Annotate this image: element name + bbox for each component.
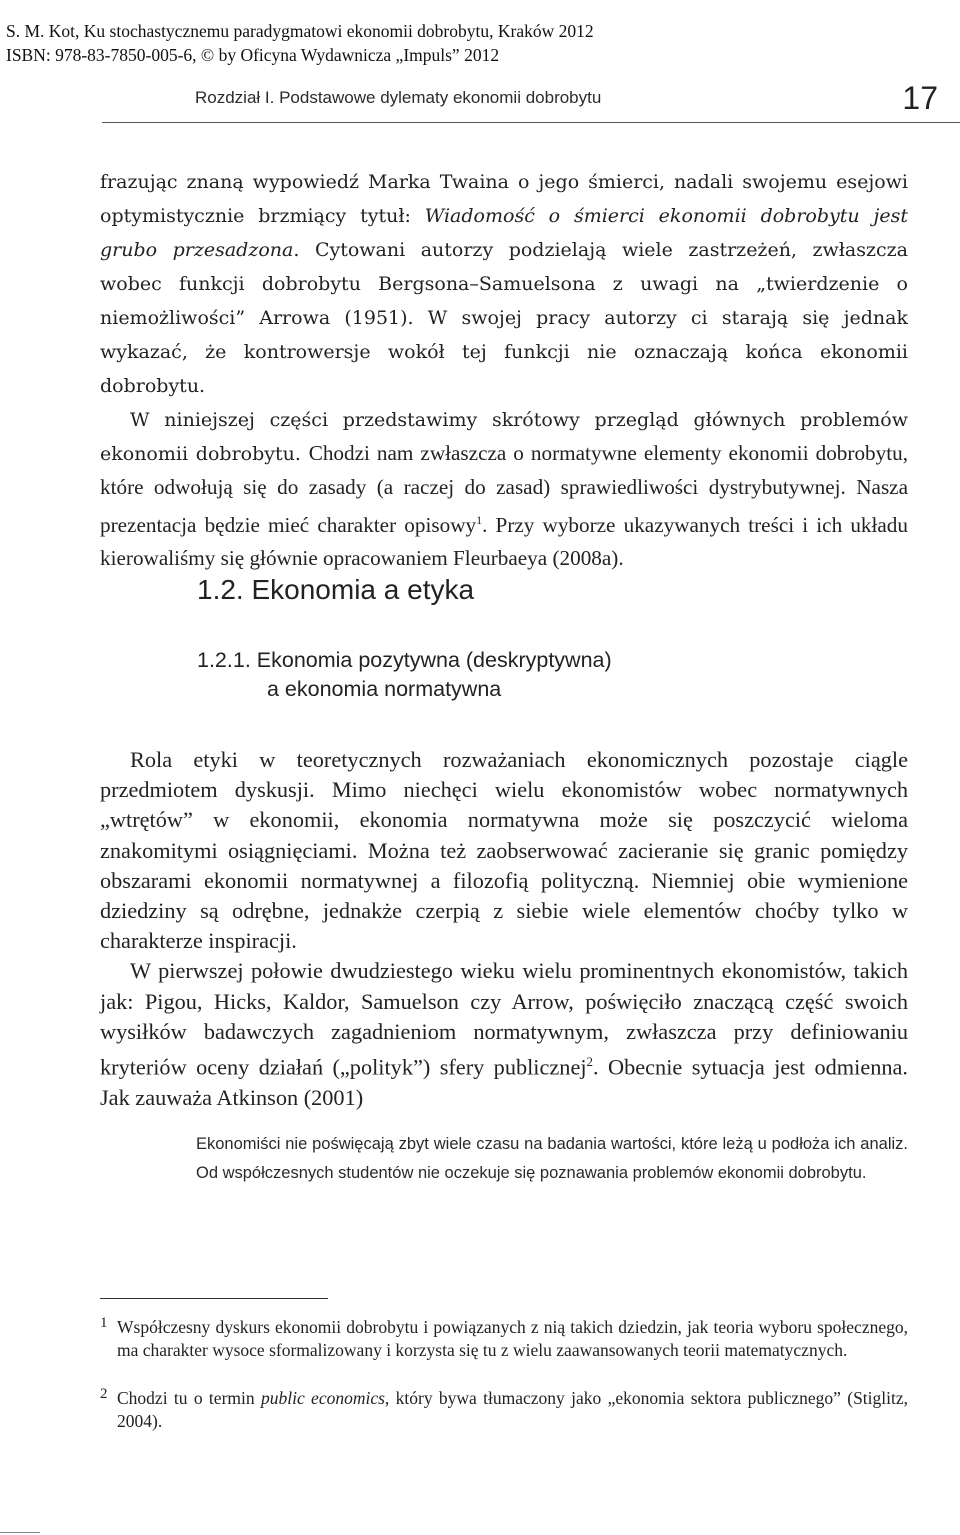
italic-title: Wiadomość o śmierci ekonomii dobrobytu jest grubo przesadzona [100,205,908,261]
isbn-line: ISBN: 978-83-7850-005-6, © by Oficyna Wydawnicza „Impuls” 2012 [6,45,500,65]
text-run: Chodzi nam zwłaszcza o normatywne elementy ekonomii dobrobytu, które odwołują się do zasady (a raczej do zasad) sprawiedliwości dystrybutywnej. Nasza prezentacja będzie mieć charakter opisowy [100,441,909,538]
footnote-text: Współczesny dyskurs ekonomii dobrobytu i powiązanych z nią takich dziedzin, jak teoria wyboru społecznego, ma charakter wysoce sformalizowany i korzysta się tu z wielu zaawansowanych teorii matematycznych. [117,1317,908,1360]
footnote-text [117,1387,908,1433]
text-run: . Przy wyborze ukazywanych treści i ich układu kierowaliśmy się głównie opracowaniem Fleurbaeya (2008a). [100,513,908,571]
header-divider [102,122,960,123]
body-text-top [100,165,908,575]
text-run: W niniejszej części przedstawimy skrótowy przegląd głównych problemów ekonomii dobrobytu. [100,409,908,465]
paragraph: Rola etyki w teoretycznych rozważaniach ekonomicznych pozostaje ciągle przedmiotem dyskusji. Mimo niechęci wielu ekonomistów wobec normatywnych „wtrętów” w ekonomii, ekonomia normatywna może się poszczycić wieloma znakomitymi osiągnięciami. Można też zaobserwować zacieranie się granic pomiędzy obszarami ekonomii normatywnej a filozofią polityczną. Niemniej obie wymienione dziedziny są odrębne, jednakże czerpią z siebie wiele elementów choćby tylko w charakterze inspiracji. [100,747,908,954]
running-head: Rozdział I. Podstawowe dylematy ekonomii dobrobytu [195,88,602,107]
footnote-ref[interactable]: 1 [476,513,483,527]
paragraph [100,165,908,403]
book-citation-line: S. M. Kot, Ku stochastycznemu paradygmatowi ekonomii dobrobytu, Kraków 2012 [6,21,594,41]
text-run: Chodzi tu o termin [117,1388,261,1408]
body-text-section [100,745,908,1113]
text-run: W pierwszej połowie dwudziestego wieku wielu prominentnych ekonomistów, takich jak: Pigou, Hicks, Kaldor, Samuelson czy Arrow, poświęciło znaczącą część swoich wysiłków badawczych zagadnieniom normatywnym, zwłaszcza przy definiowaniu kryteriów oceny działań („polityk”) sfery publicznej [100,958,908,1080]
subsection-heading [197,646,612,704]
text-run: , który bywa tłumaczony jako „ekonomia sektora publicznego” (Stiglitz, 2004). [117,1388,908,1431]
footnote [100,1316,908,1362]
footnote-ref[interactable]: 2 [586,1054,594,1070]
footnote-number: 2 [100,1386,108,1402]
footnote-number: 1 [100,1315,108,1331]
italic-term: public economics [260,1388,385,1408]
section-heading: 1.2. Ekonomia a etyka [197,574,475,605]
footnote [100,1387,908,1433]
block-quote: Ekonomiści nie poświęcają zbyt wiele czasu na badania wartości, które leżą u podłoża ich analiz. Od współczesnych studentów nie oczekuje się poznawania problemów ekonomii dobrobytu. [196,1135,908,1182]
footnote-divider [100,1298,328,1299]
paragraph [100,956,908,1112]
page-number: 17 [902,80,938,116]
subsection-heading-line1: 1.2.1. Ekonomia pozytywna (deskryptywna) [197,648,612,672]
page-edge-mark [0,1532,40,1533]
subsection-heading-line2: a ekonomia normatywna [267,677,502,701]
text-run: frazując znaną wypowiedź Marka Twaina o jego śmierci, nadali swojemu esejowi optymistycznie brzmiący tytuł: [100,171,908,227]
text-run: . Cytowani autorzy podzielają wiele zastrzeżeń, zwłaszcza wobec funkcji dobrobytu Bergsona–Samuelsona z uwagi na „twierdzenie o niemożliwości” Arrowa (1951). W swojej pracy autorzy ci starają się jednak wykazać, że kontrowersje wokół tej funkcji nie oznaczają końca ekonomii dobrobytu. [100,239,908,397]
text-run: . Obecnie sytuacja jest odmienna. Jak zauważa Atkinson (2001) [100,1054,909,1110]
paragraph [100,403,908,575]
